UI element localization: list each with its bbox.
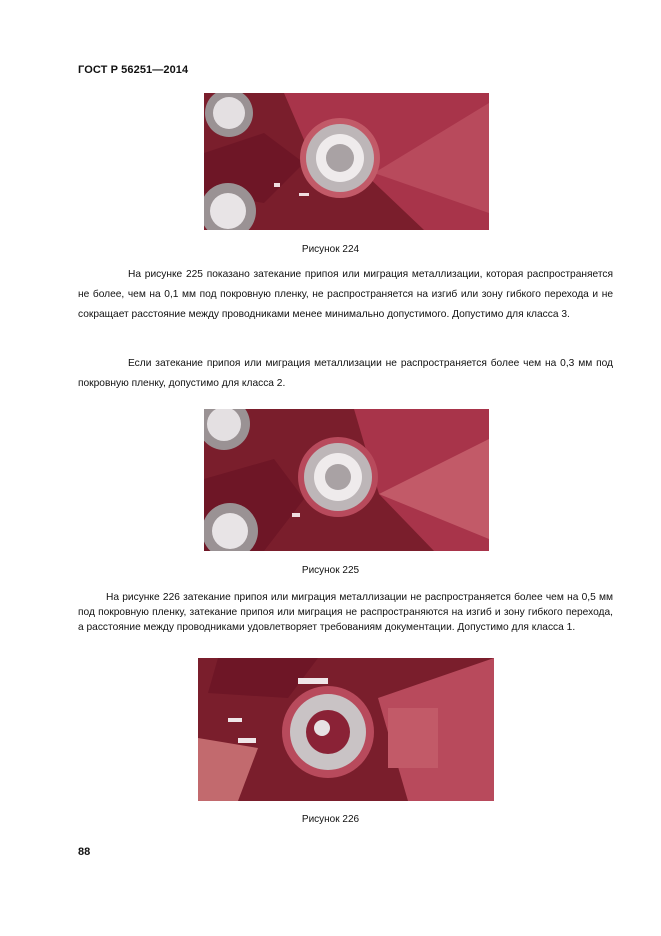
figure-226-caption: Рисунок 226 [301, 814, 360, 825]
figure-224-photo [204, 93, 489, 230]
figure-225-photo [204, 409, 489, 551]
paragraph-figure-225-description: На рисунке 225 показано затекание припоя или миграция металлизации, которая распространяется не более, чем на 0,1 мм под покровную пленку, не распространяется на изгиб или зону гибкого перехода и не сокращает расстояние между проводниками менее минимально допустимого. Допустимо для класса 3. [78, 269, 613, 320]
paragraph-figure-226-description: На рисунке 226 затекание припоя или миграция металлизации не распространяется более чем на 0,5 мм под покровную пленку, затекание припоя или миграция не распространяются на изгиб и зону гибкого перехода, а расстояние между проводниками удовлетворяет требованиям документации. Допустимо для класса 1. [78, 592, 613, 633]
paragraph-class-2: Если затекание припоя или миграция металлизации не распространяется более чем на 0,3 мм под покровную пленку, допустимо для класса 2. [78, 358, 613, 389]
document-standard-header: ГОСТ Р 56251—2014 [78, 64, 189, 76]
figure-225-caption: Рисунок 225 [301, 565, 360, 576]
figure-226-photo [198, 658, 494, 801]
figure-224-caption: Рисунок 224 [301, 244, 360, 255]
page-number: 88 [78, 846, 91, 858]
